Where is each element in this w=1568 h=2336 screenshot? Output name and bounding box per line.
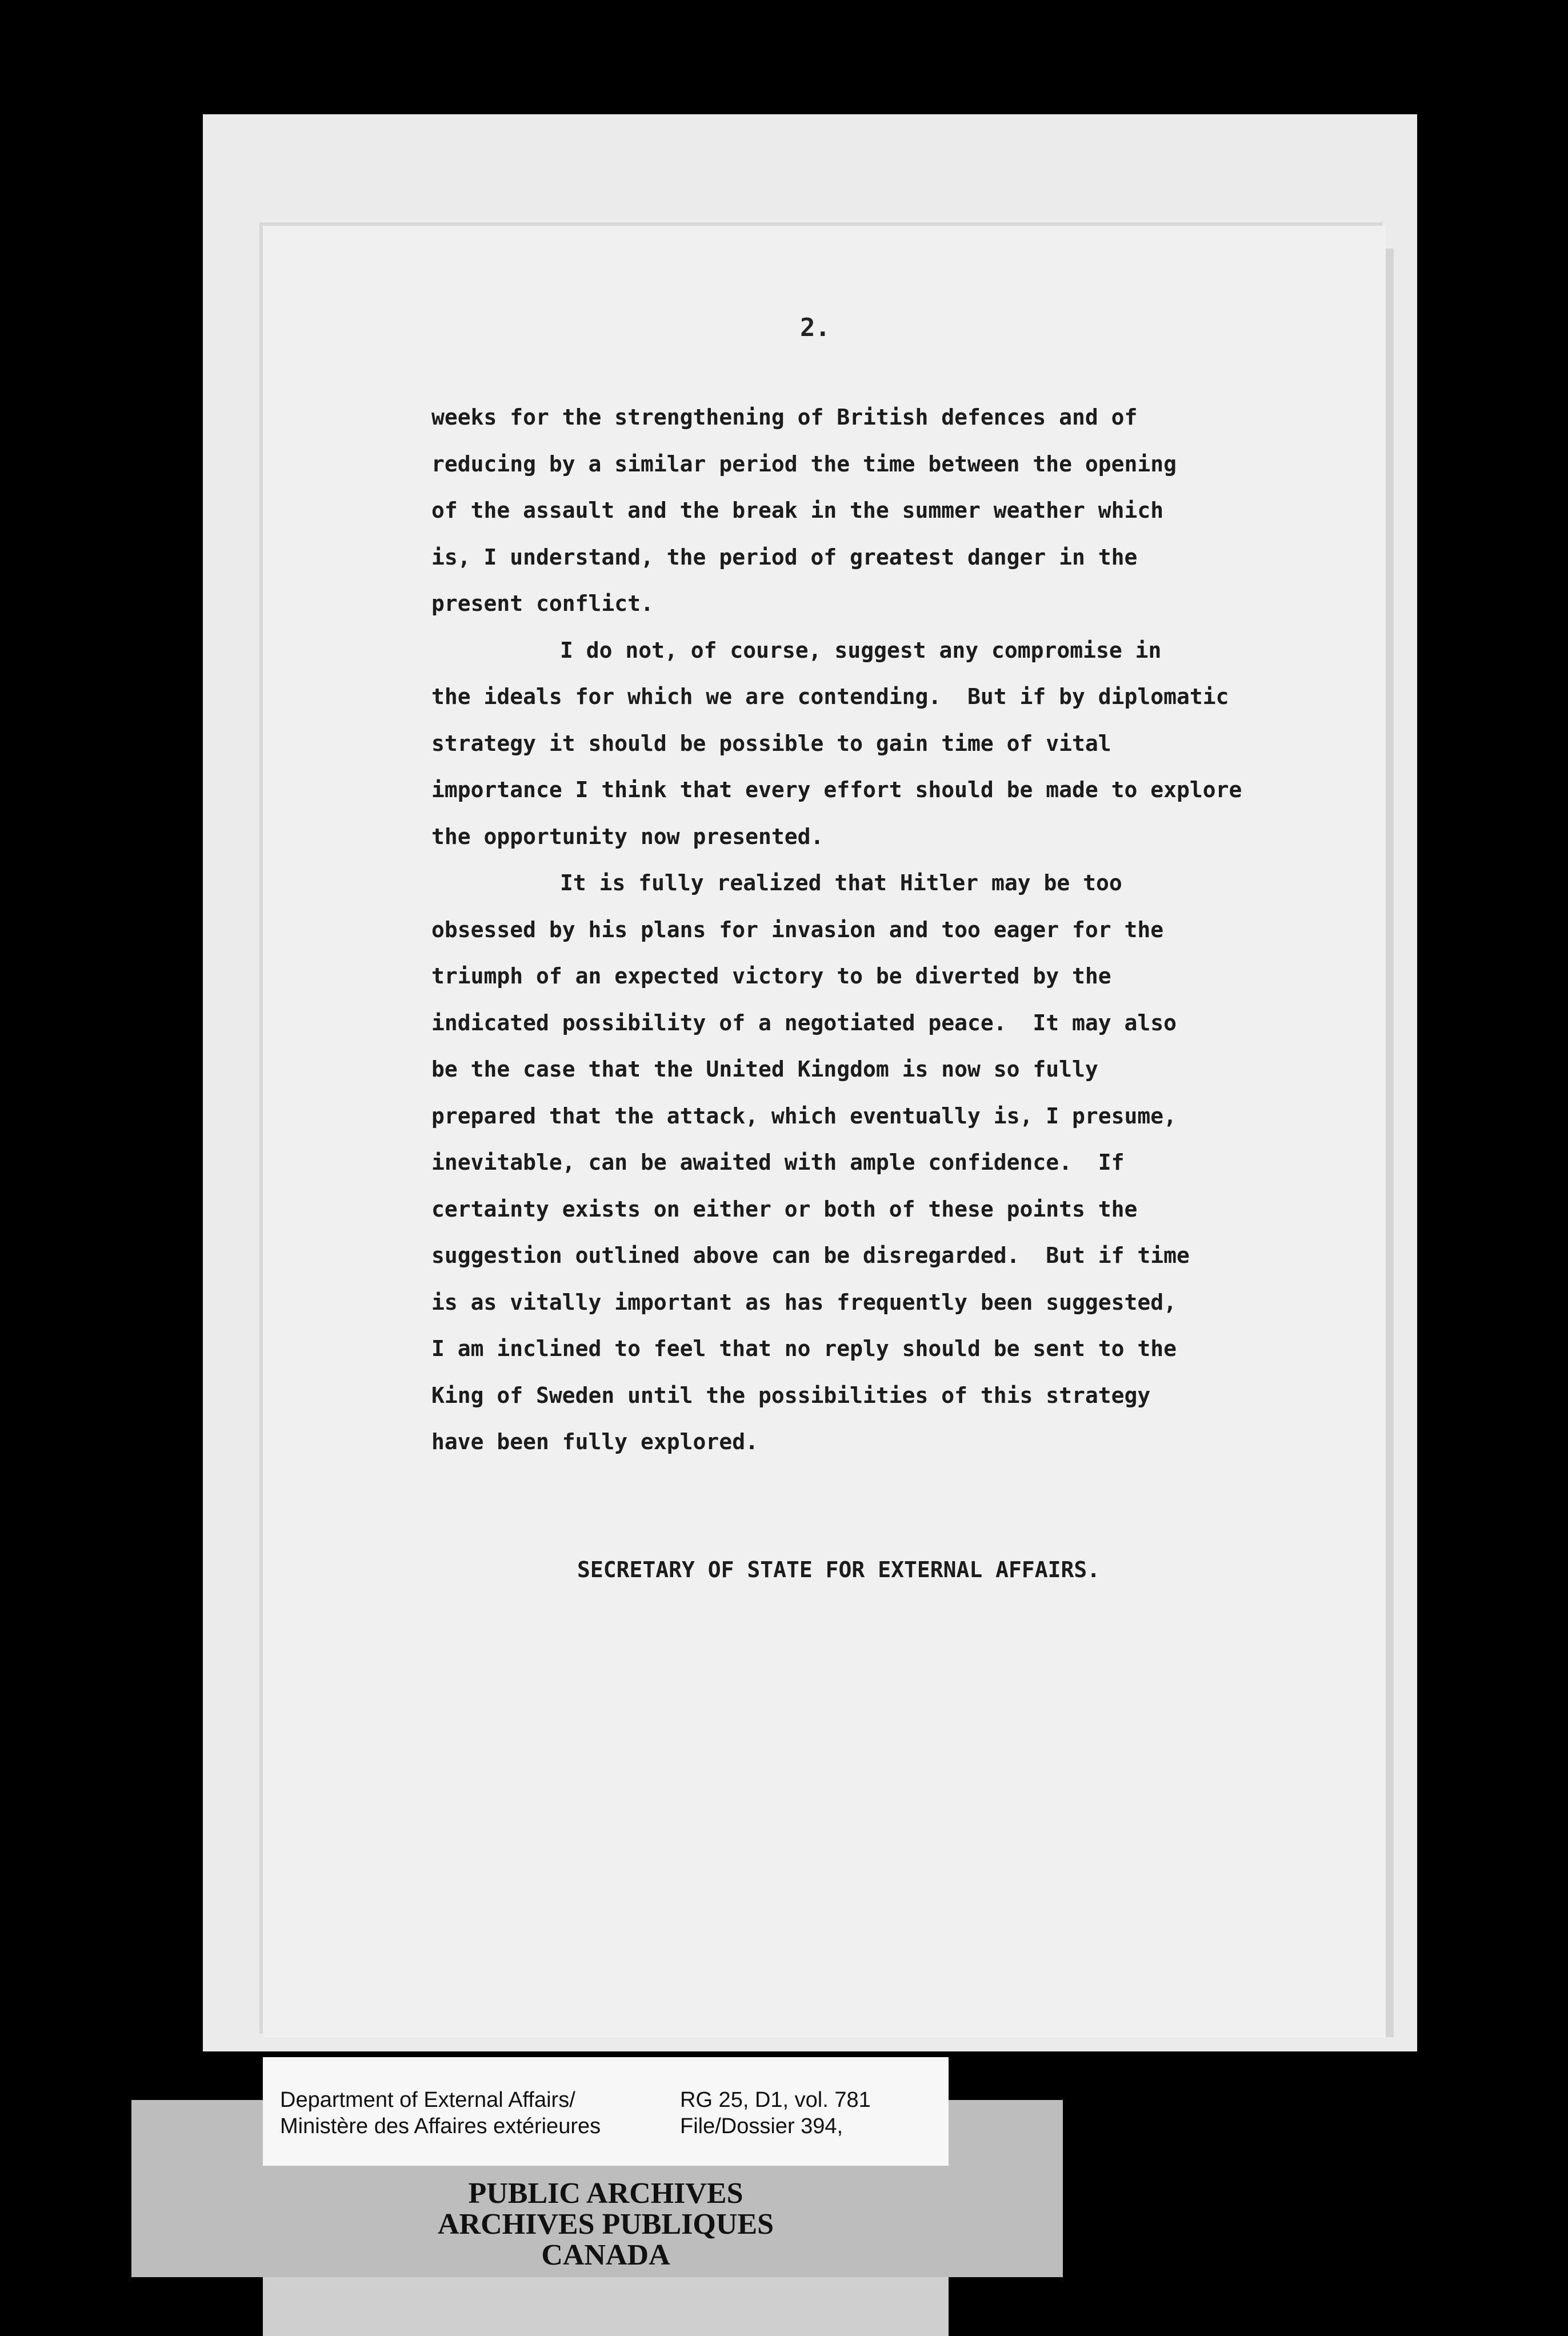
text-line: suggestion outlined above can be disregarded. But if time xyxy=(431,1243,1190,1268)
stamp-line-2: ARCHIVES PUBLIQUES xyxy=(437,2208,774,2241)
text-line: King of Sweden until the possibilities of this strategy xyxy=(431,1382,1151,1408)
stamp-strip xyxy=(263,2277,949,2336)
department-label xyxy=(280,2087,601,2139)
text-line: is, I understand, the period of greatest danger in the xyxy=(431,544,1138,570)
record-group-reference: RG 25, D1, vol. 781 xyxy=(680,2088,871,2112)
text-line: importance I think that every effort should be made to explore xyxy=(431,777,1242,802)
text-line: the ideals for which we are contending. But if by diplomatic xyxy=(431,684,1229,709)
text-line: obsessed by his plans for invasion and too eager for the xyxy=(431,917,1164,942)
page-number: 2. xyxy=(800,313,830,342)
archive-label-card xyxy=(263,2057,949,2166)
text-line: I am inclined to feel that no reply should be sent to the xyxy=(431,1336,1177,1361)
text-line: triumph of an expected victory to be diverted by the xyxy=(431,963,1111,989)
signature-line: SECRETARY OF STATE FOR EXTERNAL AFFAIRS. xyxy=(577,1557,1101,1582)
reference-label xyxy=(680,2087,871,2139)
stamp-line-3: CANADA xyxy=(541,2239,670,2271)
department-fr: Ministère des Affaires extérieures xyxy=(280,2114,601,2138)
text-line: indicated possibility of a negotiated peace. It may also xyxy=(431,1010,1177,1035)
text-line: present conflict. xyxy=(431,591,654,616)
file-reference: File/Dossier 394, xyxy=(680,2114,843,2138)
text-line: have been fully explored. xyxy=(431,1429,758,1454)
text-line: certainty exists on either or both of these points the xyxy=(431,1196,1138,1222)
text-line: It is fully realized that Hitler may be too xyxy=(560,870,1122,895)
text-line: the opportunity now presented. xyxy=(431,823,824,849)
stamp-line-1: PUBLIC ARCHIVES xyxy=(468,2177,743,2210)
department-en: Department of External Affairs/ xyxy=(280,2088,575,2112)
text-line: prepared that the attack, which eventually is, I presume, xyxy=(431,1103,1177,1129)
text-line: strategy it should be possible to gain time of vital xyxy=(431,730,1111,756)
text-line: reducing by a similar period the time between the opening xyxy=(431,451,1177,477)
archives-stamp xyxy=(400,2178,811,2271)
text-line: weeks for the strengthening of British defences and of xyxy=(431,405,1138,430)
text-line: is as vitally important as has frequently been suggested, xyxy=(431,1289,1177,1315)
letter-body xyxy=(431,394,1323,1466)
text-line: be the case that the United Kingdom is now so fully xyxy=(431,1057,1098,1082)
text-line: of the assault and the break in the summer weather which xyxy=(431,498,1164,523)
text-line: inevitable, can be awaited with ample confidence. If xyxy=(431,1150,1125,1175)
text-line: I do not, of course, suggest any compromise in xyxy=(560,637,1162,663)
